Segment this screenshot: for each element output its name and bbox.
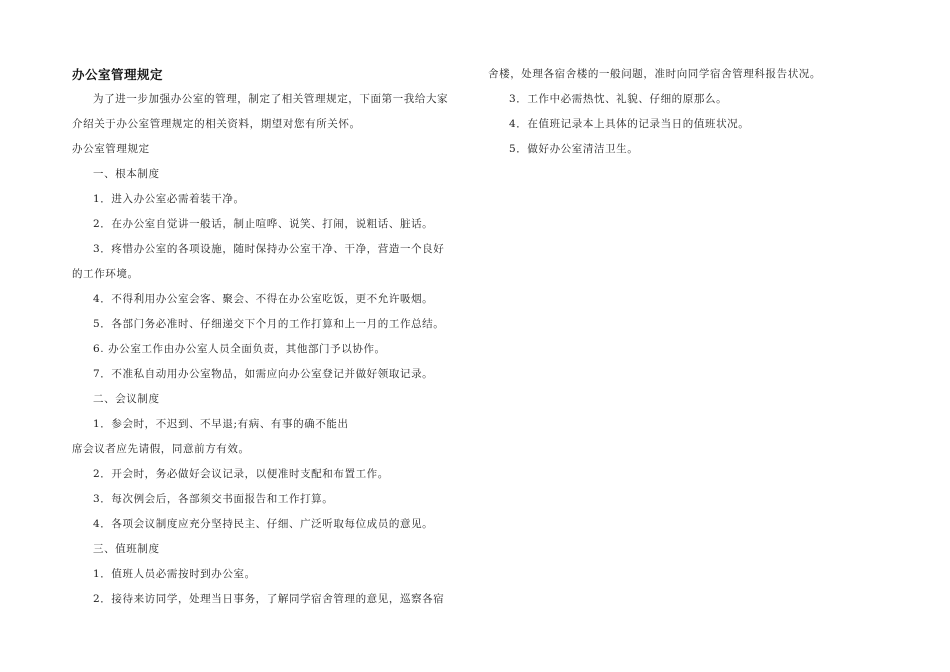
- paragraph-line: 2．开会时，务必做好会议记录，以便准时支配和布置工作。: [93, 468, 389, 480]
- paragraph-line: 一、根本制度: [93, 168, 160, 180]
- paragraph-line: 5．各部门务必准时、仔细递交下个月的工作打算和上一月的工作总结。: [93, 318, 445, 330]
- right-column: [488, 62, 868, 162]
- paragraph-line: 6. 办公室工作由办公室人员全面负责，其他部门予以协作。: [93, 343, 386, 355]
- paragraph-line: 1．参会时，不迟到、不早退;有病、有事的确不能出: [93, 418, 349, 430]
- paragraph-line: 4．不得利用办公室会客、聚会、不得在办公室吃饭，更不允许吸烟。: [93, 293, 434, 305]
- left-column: [72, 62, 462, 612]
- left-column-body: [72, 87, 462, 612]
- paragraph-line: 3．疼惜办公室的各项设施，随时保持办公室干净、干净，营造一个良好: [93, 243, 445, 255]
- paragraph-line: 7．不准私自动用办公室物品，如需应向办公室登记并做好领取记录。: [93, 368, 434, 380]
- paragraph-line: 舍楼，处理各宿舍楼的一般问题，准时向同学宿舍管理科报告状况。: [488, 68, 821, 80]
- paragraph-line: 2．在办公室自觉讲一般话，制止喧哗、说笑、打闹，说粗话、脏话。: [93, 218, 434, 230]
- paragraph-line: 2．接待来访同学，处理当日事务，了解同学宿舍管理的意见，巡察各宿: [93, 593, 445, 605]
- document-title: 办公室管理规定: [72, 67, 164, 82]
- paragraph-line: 办公室管理规定: [72, 143, 150, 155]
- paragraph-line: 3．工作中必需热忱、礼貌、仔细的原那么。: [509, 93, 728, 105]
- paragraph-line: 1．进入办公室必需着装干净。: [93, 193, 245, 205]
- paragraph-line: 席会议者应先请假，同意前方有效。: [72, 443, 250, 455]
- paragraph-line: 4．在值班记录本上具体的记录当日的值班状况。: [509, 118, 750, 130]
- paragraph-line: 3．每次例会后，各部须交书面报告和工作打算。: [93, 493, 334, 505]
- paragraph-line: 1．值班人员必需按时到办公室。: [93, 568, 256, 580]
- paragraph-line: 介绍关于办公室管理规定的相关资料，期望对您有所关怀。: [72, 118, 361, 130]
- paragraph-line: 为了进一步加强办公室的管理，制定了相关管理规定，下面第一我给大家: [93, 93, 449, 105]
- right-column-body: [488, 62, 868, 162]
- paragraph-line: 的工作环境。: [72, 268, 139, 280]
- paragraph-line: 二、会议制度: [93, 393, 160, 405]
- paragraph-line: 三、值班制度: [93, 543, 160, 555]
- paragraph-line: 5．做好办公室清洁卫生。: [509, 143, 639, 155]
- paragraph-line: 4．各项会议制度应充分坚持民主、仔细、广泛听取每位成员的意见。: [93, 518, 434, 530]
